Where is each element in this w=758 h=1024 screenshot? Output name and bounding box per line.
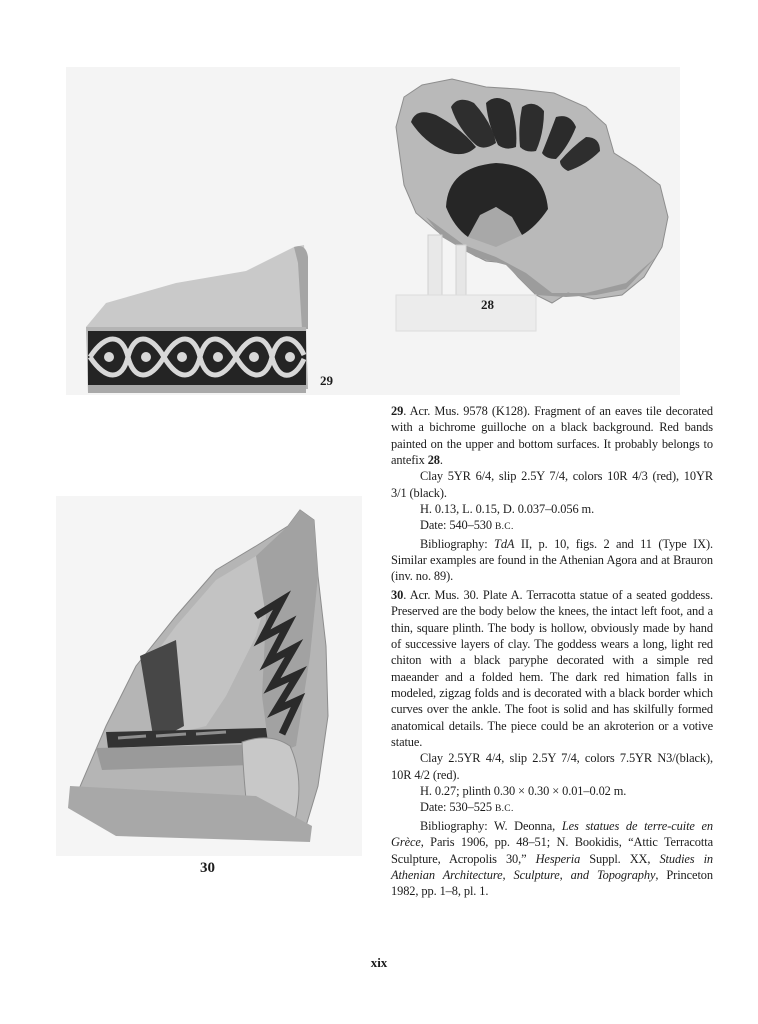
- photo-figure-30: [56, 496, 362, 856]
- entry-29-description: 29. Acr. Mus. 9578 (K128). Fragment of an eaves tile decorated with a bichrome guilloche on a black background. Red bands painted on the upper and bottom surfaces. It probably belongs to antefix 28.: [391, 404, 713, 468]
- page-number: xix: [370, 955, 388, 970]
- photo-figures-29-28: [66, 67, 680, 395]
- entry-30-clay: Clay 2.5YR 4/4, slip 2.5Y 7/4, colors 7.5YR N3/(black), 10R 4/2 (red).: [391, 751, 713, 782]
- entry-29-dimensions: H. 0.13, L. 0.15, D. 0.037–0.056 m.: [420, 502, 595, 517]
- statue-photo-illustration: [56, 496, 362, 856]
- catalogue-entry-30: [391, 587, 713, 900]
- entry-29-clay: Clay 5YR 6/4, slip 2.5Y 7/4, colors 10R 4/3 (red), 10YR 3/1 (black).: [391, 469, 713, 500]
- entry-30-description: 30. Acr. Mus. 30. Plate A. Terracotta statue of a seated goddess. Preserved are the body below the knees, the intact left foot, and a thin, square plinth. The body is hollow, obviously made by hand of successive layers of clay. The goddess wears a long, light red chiton with a black paryphe decorated with a simple red maeander and a folded hem. The dark red himation falls in modeled, zigzag folds and is decorated with a black border which curves over the ankle. The foot is solid and has skilfully formed anatomical details. The piece could be an akroterion or a votive statue.: [391, 588, 713, 750]
- entry-30-date: Date: 530–525 B.C.: [420, 800, 514, 815]
- entry-29-bibliography: Bibliography: TdA II, p. 10, figs. 2 and 11 (Type IX). Similar examples are found in the Athenian Agora and at Brauron (inv. no. 89).: [391, 536, 714, 584]
- entry-29-date: Date: 540–530 B.C.: [420, 518, 514, 533]
- terracotta-photo-illustration: [66, 67, 680, 395]
- entry-30-bibliography: Bibliography: W. Deonna, Les statues de terre-cuite en Grèce, Paris 1906, pp. 48–51; N. Bookidis, “Attic Terracotta Sculpture, Acropolis 30,” Hesperia Suppl. XX, Studies in Athenian Architecture, Sculpture, and Topography, Princeton 1982, pp. 1–8, pl. 1.: [391, 818, 714, 899]
- entry-29-number: 29: [391, 404, 404, 418]
- catalogue-entry-29: [391, 403, 713, 585]
- entry-30-number: 30: [391, 588, 404, 602]
- figure-label-29: 29: [320, 373, 333, 388]
- entry-30-dimensions: H. 0.27; plinth 0.30 × 0.30 × 0.01–0.02 m.: [420, 784, 627, 799]
- figure-label-28: 28: [481, 297, 494, 312]
- figure-label-30: 30: [200, 860, 215, 876]
